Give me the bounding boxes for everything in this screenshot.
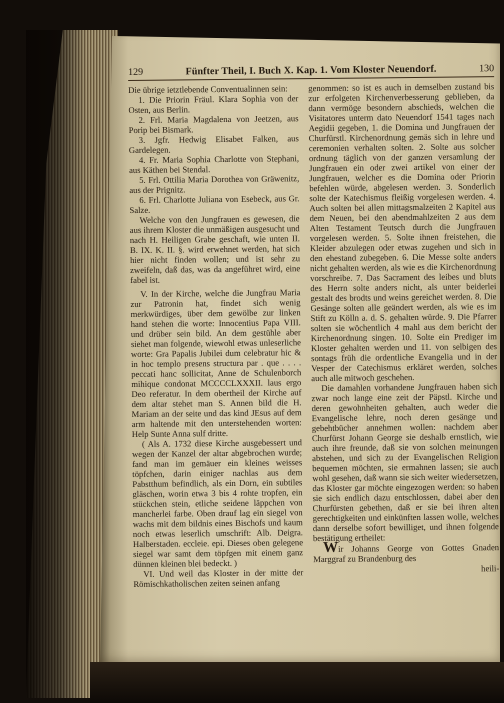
section-v-paragraph: V. In der Kirche, welche die Jungfrau Maria zur Patronin hat, findet sich wenig merkwürdiges, über dem gewölbe zur linken hand stehen die worte: Innocentius Papa VIII. und drüber sein bild. An dem gestühle aber siehet man folgende, wiewohl etwas unleserliche worte: Gra Papalis Jubilei dum celebratur hic & in hoc templo presens structura par . que . . . . peccati hanc sollicitat, Anne de Schulenborch mihique condonat MCCCCLXXXII. laus ergo Deo referatur. In dem obertheil der Kirche auf dem altar stehet man S. Annen bild die H. Mariam an der seite und das kind JEsus auf dem arm haltende mit den unterstehenden worten: Help Sunte Anna sulf dritte. [130,287,302,439]
gutter-shadow [26,30,86,698]
right-column [308,81,500,661]
note-paragraph: ( Als A. 1732 diese Kirche ausgebessert und wegen der Kanzel der altar abgebrochen wurde; fand man im gemäuer ein kleines weisses töpfchen, darin einiger nachlas aus dem Pabstthum befindlich, als ein Dorn, ein subtiles gläschen, worin etwa 3 bis 4 rohte tropfen, ein stückchen stein, etliche seidene läppchen von mancherlei farbe. Oben drauf lag ein siegel von wachs mit dem bildnis eines Bischofs und kaum noch etwas leserlich umschrift: Alb. Deigra. Halberstaden. eccleie. epi. Dieses oben gelegene siegel war samt dem töpfgen mit einem ganz dünnen kleinen blei bedeckt. ) [132,437,304,569]
list-item: 3. Jgfr. Hedwig Elisabet Falken, aus Gardelegen. [128,133,299,155]
running-header [128,62,494,81]
left-page-number: 129 [128,66,144,78]
continued-paragraph: genommen: so ist es auch in demselben zustand bis zur erfolgeten Kirchenverbesserung geblieben, da dann vermöge besondern abschieds, welchen die Visitatores unterm dato Neuendorf 1541 tages nach Aegidii gegeben, 1. die Domina und Jungfrauen der Churfürstl. Kirchenordnung gemäs sich in lehre und ceremonien verhalten solten. 2. Solte aus solcher ordnung täglich von der ganzen versamlung der Jungfrauen ein oder zwei artikel von einer der Jungfrauen, welcher es die Domina oder Priorin befehlen würde, abgelesen werden. 3. Sonderlich solte der Katechismus fleißig vorgelesen werden. 4. Auch solten bei allen mittagsmalzeiten 2 Kapitel aus dem Neuen, bei den abendmahlzeiten 2 aus dem Alten Testament Teutsch durch die Jungfrauen vorgelesen werden. 5. Solte ihnen freistehen, die Kleider abzulegen oder etwas zugehen und sich in den ehestand zubegeben. 6. Die Messe solte anders nicht gehalten werden, als wie es die Kirchenordnung vorschreibe. 7. Das Sacrament des leibes und bluts des Herrn solte anders nicht, als unter beiderlei gestalt des brodts und weins gereichet werden. 8. Die Gesänge solten alle geändert werden, als wie es im Stift zu Kölln a. d. S. gehalten würde. 9. Die Pfarrer solten sie wöchentlich 4 mahl aus dem bericht der Kirchenordnung singen. 10. Solte ein Prediger im Kloster gehalten werden und 11. von selbigen des sontags früh die ordentliche Evangelia und in der Vesper der Catechismus erkläret werden, solches auch alle mitwoch geschehen. [308,81,498,384]
list-item: 1. Die Priorin Fräul. Klara Sophia von der Osten, aus Berlin. [128,93,299,115]
running-title: Fünfter Theil, I. Buch X. Kap. 1. Vom Kloster Neuendorf. [185,63,437,78]
right-page-number: 130 [478,63,495,75]
intro-paragraph: Die übrige ietztlebende Conventualinnen sein: [128,83,288,95]
page-bottom-shadow [90,662,504,703]
list-item: 6. Frl. Charlotte Juliana von Esebeck, aus Gr. Salze. [129,193,300,215]
section-vi-paragraph: VI. Und weil das Kloster in der mitte der Römischkatholischen zeiten seinen anfang [133,567,304,589]
list-item: 2. Frl. Maria Magdalena von Jeetzen, aus Porip bei Bismark. [128,113,299,135]
left-column [128,83,304,663]
list-item: 5. Frl. Ottilia Maria Dorothea von Gräwenitz, aus der Prignitz. [129,173,300,195]
text-columns [128,81,500,663]
body-paragraph: Welche von den Jungfrauen es gewesen, die aus ihrem Kloster die unmäßigen ausgesucht und nach H. Heiligen Grabe geschaft, wie unten II. B. IX. K. II. §. wird erwehnet werden, hat sich hier nicht finden wollen; und ist sehr zu zweifeln, daß das, was da angeführet wird, eine fabel ist. [129,213,301,285]
body-paragraph: Die damahlen vorhandene Jungfrauen haben sich zwar noch lange eine zeit der Päpstl. Kirche und deren gewohnheiten gehalten, auch weder die Evangelische lehre, noch deren gesänge und gebehtbücher annehmen wollen: nachdem aber Churfürst Johann George sie deshalb ernstlich, wie auch ihre freunde, daß sie von solchen meinungen abstehen, und sich zu der Evangelischen Religion bequemen möchten, sie ermahnen lassen; sie auch wohl gesehen, daß wann sie sich weiter wiedersetzen, das Kloster gar möchte eingezogen werden: so haben sie sich endlich dazu entschlossen, dabei aber den Churfürsten gebethen, daß er sie bei ihren alten gerechtigkeiten und einkünften lassen wolle, welches dann derselbe sofort bewilliget, und ihnen folgende bestätigung ertheilet: [311,381,499,544]
decree-opening: Wir Johanns George von Gottes Gnaden Marggraf zu Brandenburg des [313,539,500,565]
list-item: 4. Fr. Maria Sophia Charlotte von Stephani, aus Käthen bei Stendal. [129,153,300,175]
catchword: heili- [481,563,500,574]
page-text-block [128,62,500,662]
